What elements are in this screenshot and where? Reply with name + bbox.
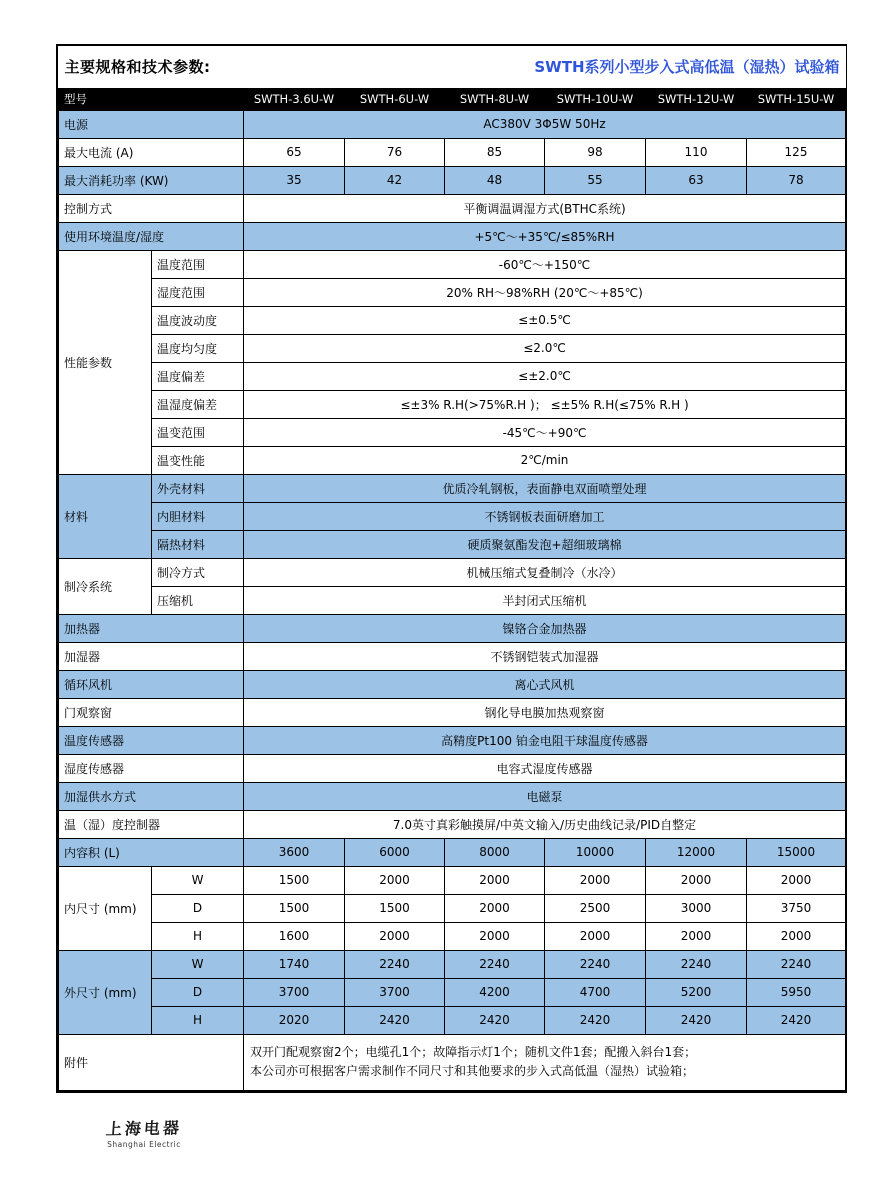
row-value: 20% RH～98%RH (20℃～+85℃) [244, 278, 846, 306]
perf-row [59, 306, 846, 334]
cell-value: 2000 [445, 866, 545, 894]
volume-row [59, 838, 846, 866]
cell-value: 110 [646, 138, 747, 166]
cell-value: 42 [345, 166, 445, 194]
cell-value: 3700 [345, 978, 445, 1006]
row-value: 机械压缩式复叠制冷（水冷） [244, 558, 846, 586]
cell-value: 2000 [445, 922, 545, 950]
cell-value: 55 [545, 166, 646, 194]
fan-row [59, 670, 846, 698]
cell-value: 15000 [747, 838, 846, 866]
window-row [59, 698, 846, 726]
row-value: 电磁泵 [244, 782, 846, 810]
cell-value: 4200 [445, 978, 545, 1006]
accessories-value [244, 1034, 846, 1090]
row-value: 平衡调温调湿方式(BTHC系统) [244, 194, 846, 222]
row-value: +5℃～+35℃/≤85%RH [244, 222, 846, 250]
company-logo-en: Shanghai Electric [107, 1140, 181, 1149]
row-label: 温度范围 [152, 250, 244, 278]
cell-value: 2020 [244, 1006, 345, 1034]
row-label: 加湿器 [59, 642, 244, 670]
cell-value: 2000 [747, 922, 846, 950]
cell-value: 2000 [345, 866, 445, 894]
perf-row [59, 418, 846, 446]
section-label: 外尺寸 (mm) [59, 950, 152, 1034]
row-value: ≤±2.0℃ [244, 362, 846, 390]
perf-row [59, 446, 846, 474]
cell-value: 85 [445, 138, 545, 166]
accessories-line1: 双开门配观察窗2个；电缆孔1个；故障指示灯1个；随机文件1套；配搬入斜台1套； [250, 1045, 697, 1060]
row-label: 使用环境温度/湿度 [59, 222, 244, 250]
row-label: 温湿度偏差 [152, 390, 244, 418]
spec-table [56, 44, 847, 1093]
max-current-row [59, 138, 846, 166]
cell-value: 2000 [646, 866, 747, 894]
cell-value: 125 [747, 138, 846, 166]
row-value: 高精度Pt100 铂金电阻干球温度传感器 [244, 726, 846, 754]
cell-value: 4700 [545, 978, 646, 1006]
cell-value: 65 [244, 138, 345, 166]
row-value: 不锈钢板表面研磨加工 [244, 502, 846, 530]
max-power-row [59, 166, 846, 194]
accessories-row [59, 1034, 846, 1090]
row-value: -45℃～+90℃ [244, 418, 846, 446]
perf-row [59, 250, 846, 278]
cell-value: 2420 [545, 1006, 646, 1034]
cell-value: 6000 [345, 838, 445, 866]
row-value: 离心式风机 [244, 670, 846, 698]
cell-value: 78 [747, 166, 846, 194]
axis-label: D [152, 978, 244, 1006]
cell-value: 2000 [545, 866, 646, 894]
row-label: 附件 [59, 1034, 244, 1090]
cell-value: 2000 [545, 922, 646, 950]
row-label: 温度传感器 [59, 726, 244, 754]
outer-dim-row [59, 950, 846, 978]
outer-dim-row [59, 1006, 846, 1034]
table-title-row [59, 46, 846, 88]
row-label: 压缩机 [152, 586, 244, 614]
heater-row [59, 614, 846, 642]
perf-row [59, 362, 846, 390]
row-label: 温度均匀度 [152, 334, 244, 362]
cell-value: 3000 [646, 894, 747, 922]
cell-value: 2500 [545, 894, 646, 922]
accessories-line2: 本公司亦可根据客户需求制作不同尺寸和其他要求的步入式高低温（湿热）试验箱； [250, 1064, 695, 1078]
cell-value: 1500 [244, 894, 345, 922]
row-value: ≤±0.5℃ [244, 306, 846, 334]
cell-value: 2240 [747, 950, 846, 978]
cell-value: 2240 [646, 950, 747, 978]
cell-value: 1500 [345, 894, 445, 922]
cell-value: 5200 [646, 978, 747, 1006]
row-value: 半封闭式压缩机 [244, 586, 846, 614]
series-title: SWTH系列小型步入式高低温（湿热）试验箱 [534, 58, 840, 77]
outer-dim-row [59, 978, 846, 1006]
perf-row [59, 390, 846, 418]
company-logo [106, 1116, 182, 1149]
axis-label: D [152, 894, 244, 922]
cell-value: 2000 [345, 922, 445, 950]
row-label: 内容积 (L) [59, 838, 244, 866]
cell-value: 2000 [445, 894, 545, 922]
ambient-row [59, 222, 846, 250]
row-value: AC380V 3Φ5W 50Hz [244, 110, 846, 138]
cell-value: 2240 [445, 950, 545, 978]
cell-value: 2420 [445, 1006, 545, 1034]
row-value: 电容式湿度传感器 [244, 754, 846, 782]
section-label: 性能参数 [59, 250, 152, 474]
row-value: 2℃/min [244, 446, 846, 474]
row-value: -60℃～+150℃ [244, 250, 846, 278]
cell-value: 63 [646, 166, 747, 194]
row-label: 最大电流 (A) [59, 138, 244, 166]
row-value: 硬质聚氨酯发泡+超细玻璃棉 [244, 530, 846, 558]
row-value: 7.0英寸真彩触摸屏/中英文输入/历史曲线记录/PID自整定 [244, 810, 846, 838]
row-label: 控制方式 [59, 194, 244, 222]
inner-dim-row [59, 866, 846, 894]
row-value: 镍铬合金加热器 [244, 614, 846, 642]
row-value: ≤2.0℃ [244, 334, 846, 362]
material-row [59, 474, 846, 502]
cell-value: 1500 [244, 866, 345, 894]
cell-value: 48 [445, 166, 545, 194]
material-row [59, 502, 846, 530]
title-cell [59, 46, 846, 88]
model-name: SWTH-3.6U-W [244, 88, 345, 110]
cell-value: 3700 [244, 978, 345, 1006]
cell-value: 2240 [345, 950, 445, 978]
row-label: 温（湿）度控制器 [59, 810, 244, 838]
humidifier-row [59, 642, 846, 670]
power-row [59, 110, 846, 138]
row-value: 不锈钢铠装式加湿器 [244, 642, 846, 670]
water-supply-row [59, 782, 846, 810]
cell-value: 3750 [747, 894, 846, 922]
axis-label: W [152, 866, 244, 894]
humidity-sensor-row [59, 754, 846, 782]
cell-value: 3600 [244, 838, 345, 866]
cell-value: 12000 [646, 838, 747, 866]
axis-label: H [152, 1006, 244, 1034]
row-value: 优质冷轧钢板，表面静电双面喷塑处理 [244, 474, 846, 502]
cell-value: 2420 [646, 1006, 747, 1034]
cell-value: 35 [244, 166, 345, 194]
refrigeration-row [59, 558, 846, 586]
cell-value: 1600 [244, 922, 345, 950]
axis-label: W [152, 950, 244, 978]
row-label: 外壳材料 [152, 474, 244, 502]
cell-value: 2420 [747, 1006, 846, 1034]
row-label: 加热器 [59, 614, 244, 642]
model-name: SWTH-10U-W [545, 88, 646, 110]
row-label: 温度偏差 [152, 362, 244, 390]
row-label: 加湿供水方式 [59, 782, 244, 810]
cell-value: 2420 [345, 1006, 445, 1034]
row-value: 钢化导电膜加热观察窗 [244, 698, 846, 726]
cell-value: 2240 [545, 950, 646, 978]
cell-value: 1740 [244, 950, 345, 978]
cell-value: 98 [545, 138, 646, 166]
perf-row [59, 334, 846, 362]
axis-label: H [152, 922, 244, 950]
control-row [59, 194, 846, 222]
refrigeration-row [59, 586, 846, 614]
cell-value: 2000 [646, 922, 747, 950]
cell-value: 5950 [747, 978, 846, 1006]
material-row [59, 530, 846, 558]
row-label: 温变性能 [152, 446, 244, 474]
row-label: 电源 [59, 110, 244, 138]
section-label: 内尺寸 (mm) [59, 866, 152, 950]
model-row-label: 型号 [59, 88, 244, 110]
perf-row [59, 278, 846, 306]
page-title: 主要规格和技术参数: [64, 58, 211, 77]
controller-row [59, 810, 846, 838]
section-label: 制冷系统 [59, 558, 152, 614]
temp-sensor-row [59, 726, 846, 754]
model-name: SWTH-12U-W [646, 88, 747, 110]
cell-value: 10000 [545, 838, 646, 866]
row-label: 门观察窗 [59, 698, 244, 726]
row-label: 循环风机 [59, 670, 244, 698]
row-label: 内胆材料 [152, 502, 244, 530]
row-value: ≤±3% R.H(>75%R.H )； ≤±5% R.H(≤75% R.H ) [244, 390, 846, 418]
company-logo-cn: 上海电器 [105, 1118, 183, 1139]
inner-dim-row [59, 894, 846, 922]
inner-dim-row [59, 922, 846, 950]
cell-value: 76 [345, 138, 445, 166]
row-label: 最大消耗功率 (KW) [59, 166, 244, 194]
model-row [59, 88, 846, 110]
row-label: 隔热材料 [152, 530, 244, 558]
row-label: 温度波动度 [152, 306, 244, 334]
cell-value: 2000 [747, 866, 846, 894]
model-name: SWTH-15U-W [747, 88, 846, 110]
model-name: SWTH-6U-W [345, 88, 445, 110]
cell-value: 8000 [445, 838, 545, 866]
row-label: 制冷方式 [152, 558, 244, 586]
section-label: 材料 [59, 474, 152, 558]
row-label: 温变范围 [152, 418, 244, 446]
row-label: 湿度传感器 [59, 754, 244, 782]
row-label: 湿度范围 [152, 278, 244, 306]
model-name: SWTH-8U-W [445, 88, 545, 110]
